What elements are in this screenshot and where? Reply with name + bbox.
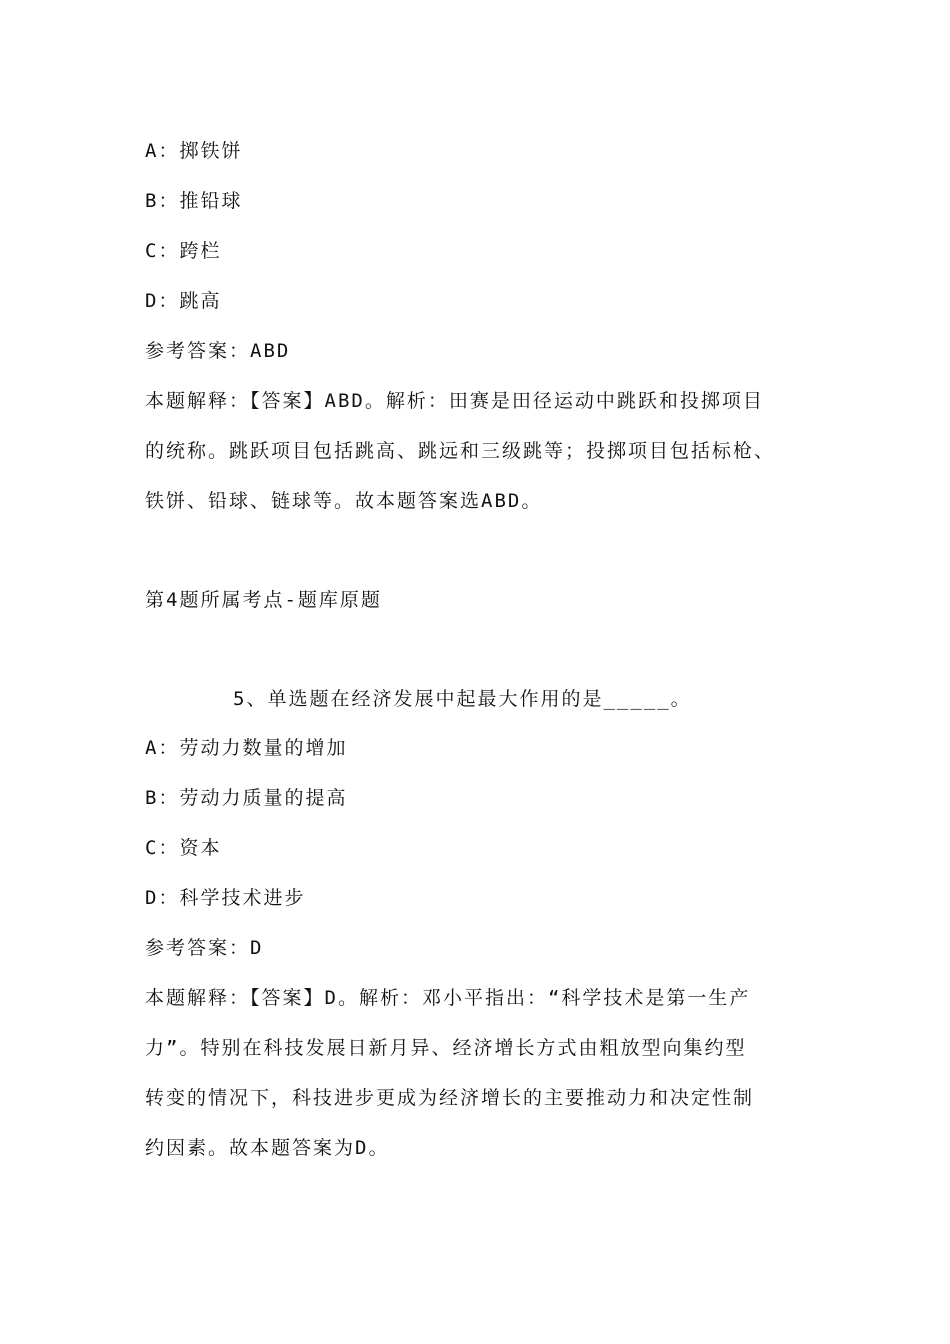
q5-option-b: B：劳动力质量的提高 — [145, 787, 348, 809]
q5-option-c: C：资本 — [145, 837, 222, 859]
q4-explanation-line: 本题解释：【答案】ABD。解析：田赛是田径运动中跳跃和投掷项目 — [145, 390, 764, 412]
q4-category: 第4题所属考点-题库原题 — [145, 589, 382, 611]
q4-answer: 参考答案：ABD — [145, 340, 291, 362]
q5-option-a: A：劳动力数量的增加 — [145, 737, 348, 759]
q5-explanation-line: 力”。特别在科技发展日新月异、经济增长方式由粗放型向集约型 — [145, 1037, 747, 1059]
q5-explanation-line: 本题解释：【答案】D。解析：邓小平指出：“科学技术是第一生产 — [145, 987, 751, 1009]
q5-option-d: D：科学技术进步 — [145, 887, 306, 909]
q5-explanation-line: 约因素。故本题答案为D。 — [145, 1137, 390, 1159]
q4-option-b: B：推铅球 — [145, 190, 243, 212]
q5-explanation-line: 转变的情况下，科技进步更成为经济增长的主要推动力和决定性制 — [145, 1087, 755, 1109]
q4-option-a: A：掷铁饼 — [145, 140, 243, 162]
q4-explanation-line: 铁饼、铅球、链球等。故本题答案选ABD。 — [145, 490, 543, 512]
q5-question: 5、单选题在经济发展中起最大作用的是_____。 — [233, 688, 692, 710]
q4-option-d: D：跳高 — [145, 290, 222, 312]
q4-option-c: C：跨栏 — [145, 240, 222, 262]
q5-answer: 参考答案：D — [145, 937, 264, 959]
q4-explanation-line: 的统称。跳跃项目包括跳高、跳远和三级跳等；投掷项目包括标枪、 — [145, 440, 776, 462]
